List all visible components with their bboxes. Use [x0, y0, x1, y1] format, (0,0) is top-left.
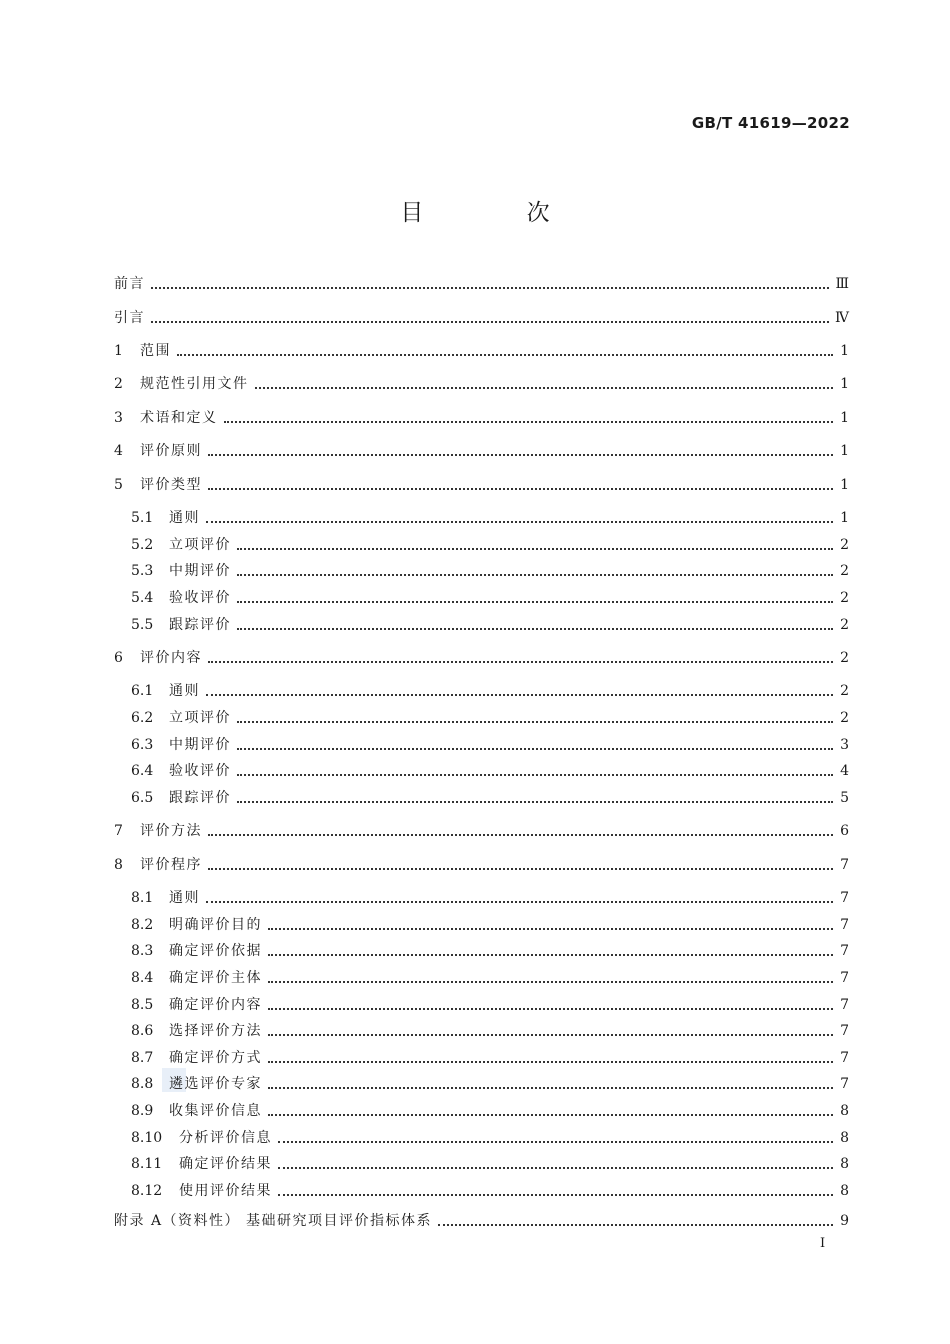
toc-title: 目 次 — [400, 200, 598, 226]
dot-leader — [268, 1073, 833, 1095]
toc-entry-title: 明确评价目的 — [169, 917, 262, 933]
toc-entry-title: 选择评价方法 — [169, 1023, 262, 1039]
page-number: Ⅰ — [820, 1236, 826, 1251]
toc-entry-page: 7 — [840, 943, 849, 959]
toc-entry[interactable] — [131, 994, 849, 1016]
dot-leader — [268, 994, 833, 1016]
toc-entry-title: 范围 — [140, 343, 171, 359]
toc-entry-title: 中期评价 — [169, 563, 231, 579]
toc-entry-number: 8.8 — [131, 1076, 154, 1092]
dot-leader — [206, 507, 833, 529]
dot-leader — [237, 787, 833, 809]
dot-leader — [206, 887, 833, 909]
dot-leader — [438, 1210, 833, 1232]
toc-entry-title: 评价内容 — [140, 650, 202, 666]
toc-entry-title: 收集评价信息 — [169, 1103, 262, 1119]
toc-entry-title: 跟踪评价 — [169, 617, 231, 633]
toc-entry[interactable] — [131, 760, 849, 782]
toc-entry[interactable] — [114, 273, 849, 295]
toc-entry-title: 引言 — [114, 310, 145, 326]
dot-leader — [237, 560, 833, 582]
toc-entry-number: 6 — [114, 650, 123, 666]
dot-leader — [268, 1047, 833, 1069]
toc-entry[interactable] — [131, 967, 849, 989]
toc-entry-number: 6.3 — [131, 737, 154, 753]
toc-entry-page: 6 — [840, 823, 849, 839]
toc-entry-title: 通则 — [169, 510, 200, 526]
toc-entry-title: 规范性引用文件 — [140, 376, 249, 392]
dot-leader — [237, 614, 833, 636]
toc-entry-number: 5.5 — [131, 617, 154, 633]
dot-leader — [208, 474, 833, 496]
toc-entry[interactable] — [114, 647, 849, 669]
toc-entry-page: 7 — [840, 970, 849, 986]
toc-entry-page: 7 — [840, 1076, 849, 1092]
toc-entry-number: 8.2 — [131, 917, 154, 933]
toc-entry-title: 中期评价 — [169, 737, 231, 753]
toc-entry-page: 4 — [840, 763, 849, 779]
dot-leader — [255, 373, 834, 395]
toc-entry-page: 7 — [840, 1050, 849, 1066]
toc-entry-title: 附录 A（资料性） 基础研究项目评价指标体系 — [114, 1213, 433, 1229]
toc-entry-page: 8 — [840, 1130, 849, 1146]
toc-entry[interactable] — [131, 560, 849, 582]
toc-entry-title: 使用评价结果 — [179, 1183, 272, 1199]
toc-entry[interactable] — [114, 407, 849, 429]
toc-entry-page: 2 — [840, 617, 849, 633]
toc-entry[interactable] — [131, 1180, 849, 1202]
toc-entry-page: 3 — [840, 737, 849, 753]
dot-leader — [268, 967, 833, 989]
toc-entry-title: 验收评价 — [169, 590, 231, 606]
dot-leader — [268, 1100, 833, 1122]
toc-entry-page: 2 — [840, 590, 849, 606]
toc-entry-number: 8.5 — [131, 997, 154, 1013]
toc-entry[interactable] — [131, 940, 849, 962]
toc-entry[interactable] — [131, 914, 849, 936]
toc-entry-title: 立项评价 — [169, 537, 231, 553]
toc-entry-number: 6.1 — [131, 683, 154, 699]
toc-entry-page: 2 — [840, 710, 849, 726]
toc-entry-number: 5.1 — [131, 510, 154, 526]
dot-leader — [208, 647, 833, 669]
toc-entry-page: 9 — [840, 1213, 849, 1229]
toc-entry-title: 术语和定义 — [140, 410, 218, 426]
toc-entry-title: 确定评价依据 — [169, 943, 262, 959]
toc-entry-page: 7 — [840, 890, 849, 906]
dot-leader — [224, 407, 834, 429]
toc-entry[interactable] — [131, 614, 849, 636]
dot-leader — [237, 734, 833, 756]
toc-entry-number: 4 — [114, 443, 123, 459]
toc-entry-number: 8.9 — [131, 1103, 154, 1119]
toc-entry-number: 8.10 — [131, 1130, 163, 1146]
toc-entry[interactable] — [131, 734, 849, 756]
toc-entry[interactable] — [114, 307, 849, 329]
toc-entry-number: 8.7 — [131, 1050, 154, 1066]
toc-entry-page: 8 — [840, 1156, 849, 1172]
dot-leader — [208, 854, 833, 876]
toc-entry-number: 6.2 — [131, 710, 154, 726]
toc-entry[interactable] — [114, 1210, 849, 1232]
toc-entry-page: 2 — [840, 537, 849, 553]
toc-entry-number: 5 — [114, 477, 123, 493]
toc-entry-title: 确定评价方式 — [169, 1050, 262, 1066]
toc-entry-number: 8.1 — [131, 890, 154, 906]
toc-entry-page: 7 — [840, 917, 849, 933]
toc-entry[interactable] — [131, 1020, 849, 1042]
dot-leader — [151, 307, 829, 329]
toc-entry[interactable] — [114, 474, 849, 496]
toc-entry-page: Ⅳ — [835, 310, 849, 326]
standard-code: GB/T 41619—2022 — [691, 114, 850, 132]
toc-entry-title: 前言 — [114, 276, 145, 292]
dot-leader — [237, 760, 833, 782]
toc-entry-number: 6.5 — [131, 790, 154, 806]
toc-entry-page: 7 — [840, 997, 849, 1013]
toc-entry-page: 5 — [840, 790, 849, 806]
toc-entry[interactable] — [131, 1073, 849, 1095]
dot-leader — [237, 707, 833, 729]
dot-leader — [278, 1180, 833, 1202]
toc-entry[interactable] — [131, 1127, 849, 1149]
toc-entry[interactable] — [131, 1153, 849, 1175]
toc-entry-number: 8.12 — [131, 1183, 163, 1199]
toc-entry-page: 2 — [840, 563, 849, 579]
toc-entry-number: 2 — [114, 376, 123, 392]
toc-entry-title: 评价原则 — [140, 443, 202, 459]
toc-entry-number: 5.3 — [131, 563, 154, 579]
dot-leader — [278, 1153, 833, 1175]
dot-leader — [208, 820, 833, 842]
toc-entry[interactable] — [114, 340, 849, 362]
toc-entry-title: 遴选评价专家 — [169, 1076, 262, 1092]
toc-entry[interactable] — [131, 587, 849, 609]
dot-leader — [206, 680, 833, 702]
toc-entry[interactable] — [131, 1100, 849, 1122]
dot-leader — [177, 340, 833, 362]
toc-entry[interactable] — [131, 707, 849, 729]
toc-entry-page: Ⅲ — [835, 276, 849, 292]
toc-entry-title: 跟踪评价 — [169, 790, 231, 806]
toc-entry-page: 1 — [840, 343, 849, 359]
toc-entry[interactable] — [131, 787, 849, 809]
toc-entry-page: 2 — [840, 683, 849, 699]
toc-entry-number: 5.2 — [131, 537, 154, 553]
toc-entry-page: 8 — [840, 1103, 849, 1119]
toc-entry-page: 1 — [840, 410, 849, 426]
toc-entry-page: 2 — [840, 650, 849, 666]
toc-entry-page: 1 — [840, 376, 849, 392]
toc-entry-title: 评价程序 — [140, 857, 202, 873]
toc-entry[interactable] — [131, 1047, 849, 1069]
toc-entry-number: 3 — [114, 410, 123, 426]
toc-entry-page: 8 — [840, 1183, 849, 1199]
toc-entry-title: 评价方法 — [140, 823, 202, 839]
toc-entry-title: 通则 — [169, 683, 200, 699]
toc-entry[interactable] — [131, 887, 849, 909]
dot-leader — [268, 1020, 833, 1042]
toc-entry-title: 确定评价主体 — [169, 970, 262, 986]
toc-entry-number: 5.4 — [131, 590, 154, 606]
toc-entry-page: 1 — [840, 443, 849, 459]
dot-leader — [151, 273, 829, 295]
toc-entry[interactable] — [131, 507, 849, 529]
toc-entry-title: 分析评价信息 — [179, 1130, 272, 1146]
toc-entry[interactable] — [114, 854, 849, 876]
toc-entry-number: 8.4 — [131, 970, 154, 986]
dot-leader — [268, 940, 833, 962]
toc-entry-title: 确定评价内容 — [169, 997, 262, 1013]
toc-entry-number: 1 — [114, 343, 123, 359]
toc-entry[interactable] — [114, 373, 849, 395]
toc-entry[interactable] — [131, 534, 849, 556]
dot-leader — [268, 914, 833, 936]
dot-leader — [208, 440, 833, 462]
dot-leader — [237, 534, 833, 556]
toc-entry-number: 6.4 — [131, 763, 154, 779]
toc-entry-number: 8 — [114, 857, 123, 873]
toc-entry[interactable] — [114, 820, 849, 842]
toc-entry-page: 7 — [840, 857, 849, 873]
dot-leader — [237, 587, 833, 609]
toc-entry-title: 立项评价 — [169, 710, 231, 726]
toc-entry-title: 评价类型 — [140, 477, 202, 493]
toc-entry-page: 7 — [840, 1023, 849, 1039]
toc-entry-title: 通则 — [169, 890, 200, 906]
toc-entry-number: 8.11 — [131, 1156, 163, 1172]
toc-entry-title: 验收评价 — [169, 763, 231, 779]
toc-entry-number: 8.6 — [131, 1023, 154, 1039]
toc-entry[interactable] — [114, 440, 849, 462]
toc-entry[interactable] — [131, 680, 849, 702]
toc-entry-number: 7 — [114, 823, 123, 839]
dot-leader — [278, 1127, 833, 1149]
toc-entry-page: 1 — [840, 477, 849, 493]
toc-entry-number: 8.3 — [131, 943, 154, 959]
toc-entry-title: 确定评价结果 — [179, 1156, 272, 1172]
toc-entry-page: 1 — [840, 510, 849, 526]
